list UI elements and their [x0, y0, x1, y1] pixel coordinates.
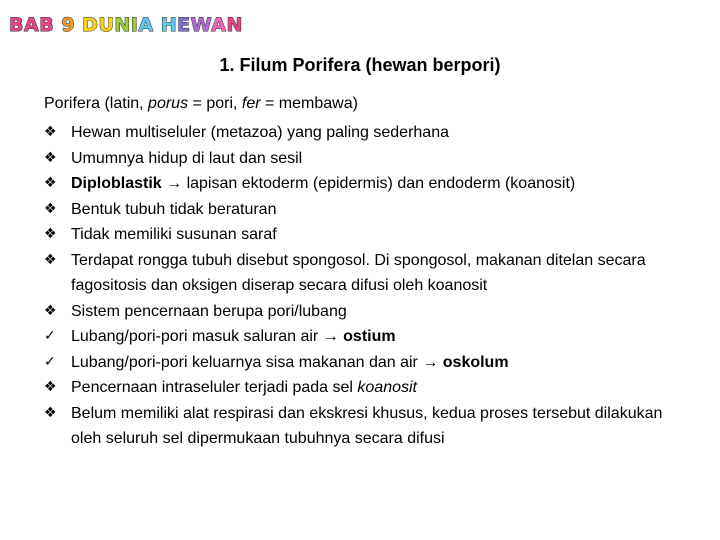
- diamond-bullet-icon: ❖: [44, 149, 57, 166]
- slide-title: 1. Filum Porifera (hewan berpori): [219, 55, 501, 75]
- item-text: Hewan multiseluler (metazoa) yang paling sederhana: [71, 124, 449, 141]
- item-text: oskolum: [442, 353, 509, 371]
- intro-fer: fer: [241, 95, 261, 112]
- intro-line: [44, 95, 358, 113]
- item-text: Umumnya hidup di laut dan sesil: [71, 149, 303, 167]
- item-text: Diploblastik: [71, 175, 162, 192]
- banner-letter: U: [98, 14, 115, 36]
- diamond-bullet-icon: ❖: [44, 200, 57, 217]
- item-text: Belum memiliki alat respirasi dan ekskresi khusus, kedua proses tersebut dilakukan oleh seluruh sel dipermukaan tubuhnya secara difusi: [71, 404, 663, 447]
- banner-letter: B: [9, 14, 24, 36]
- check-bullet-icon: ✓: [44, 353, 56, 370]
- item-text: Tidak memiliki susunan saraf: [71, 226, 277, 243]
- list-item: [44, 222, 674, 248]
- banner-letter: 9: [61, 14, 76, 36]
- banner-letter: D: [82, 14, 99, 36]
- banner-letter: N: [226, 14, 243, 36]
- banner-letter: N: [114, 14, 131, 36]
- banner-letter: A: [211, 14, 227, 36]
- list-item: [44, 401, 674, 452]
- list-item: [44, 248, 674, 299]
- item-text: Bentuk tubuh tidak beraturan: [71, 200, 277, 218]
- intro-text: Porifera (latin,: [44, 95, 149, 112]
- diamond-bullet-icon: ❖: [44, 302, 57, 319]
- banner-letter: I: [130, 14, 139, 36]
- intro-text: = pori,: [188, 95, 242, 112]
- diamond-bullet-icon: ❖: [44, 175, 57, 191]
- diamond-bullet-icon: ❖: [44, 226, 57, 242]
- intro-porus: porus: [148, 95, 189, 112]
- item-text: koanosit: [357, 379, 417, 396]
- diamond-bullet-icon: ❖: [44, 379, 57, 395]
- banner-letter: [154, 14, 161, 36]
- chapter-banner: [9, 14, 243, 36]
- item-text: Pencernaan intraseluler terjadi pada sel: [71, 379, 358, 396]
- item-text: → lapisan ektoderm (epidermis) dan endoderm (koanosit): [161, 175, 576, 192]
- list-item: [44, 171, 674, 197]
- banner-letter: B: [39, 14, 55, 36]
- item-text: Lubang/pori-pori masuk saluran air →: [71, 328, 344, 345]
- list-item: [44, 146, 674, 172]
- banner-letter: H: [160, 14, 178, 36]
- list-item: [44, 299, 674, 325]
- item-text: Lubang/pori-pori keluarnya sisa makanan dan air →: [71, 353, 443, 371]
- diamond-bullet-icon: ❖: [44, 124, 57, 140]
- banner-letter: A: [138, 14, 154, 36]
- characteristics-list: [44, 120, 674, 452]
- list-item: [44, 350, 674, 376]
- item-text: ostium: [343, 328, 396, 345]
- list-item: [44, 197, 674, 223]
- banner-letter: E: [177, 14, 191, 36]
- check-bullet-icon: ✓: [44, 328, 56, 344]
- list-item: [44, 375, 674, 401]
- diamond-bullet-icon: ❖: [44, 404, 57, 421]
- intro-text: = membawa): [260, 95, 358, 112]
- item-text: Sistem pencernaan berupa pori/lubang: [71, 302, 347, 320]
- list-item: [44, 120, 674, 146]
- item-text: Terdapat rongga tubuh disebut spongosol. Di spongosol, makanan ditelan secara fagositosis dan oksigen diserap secara difusi oleh koanosit: [71, 251, 646, 294]
- banner-letter: W: [190, 14, 212, 36]
- diamond-bullet-icon: ❖: [44, 251, 57, 268]
- banner-letter: A: [23, 14, 40, 36]
- list-item: [44, 324, 674, 350]
